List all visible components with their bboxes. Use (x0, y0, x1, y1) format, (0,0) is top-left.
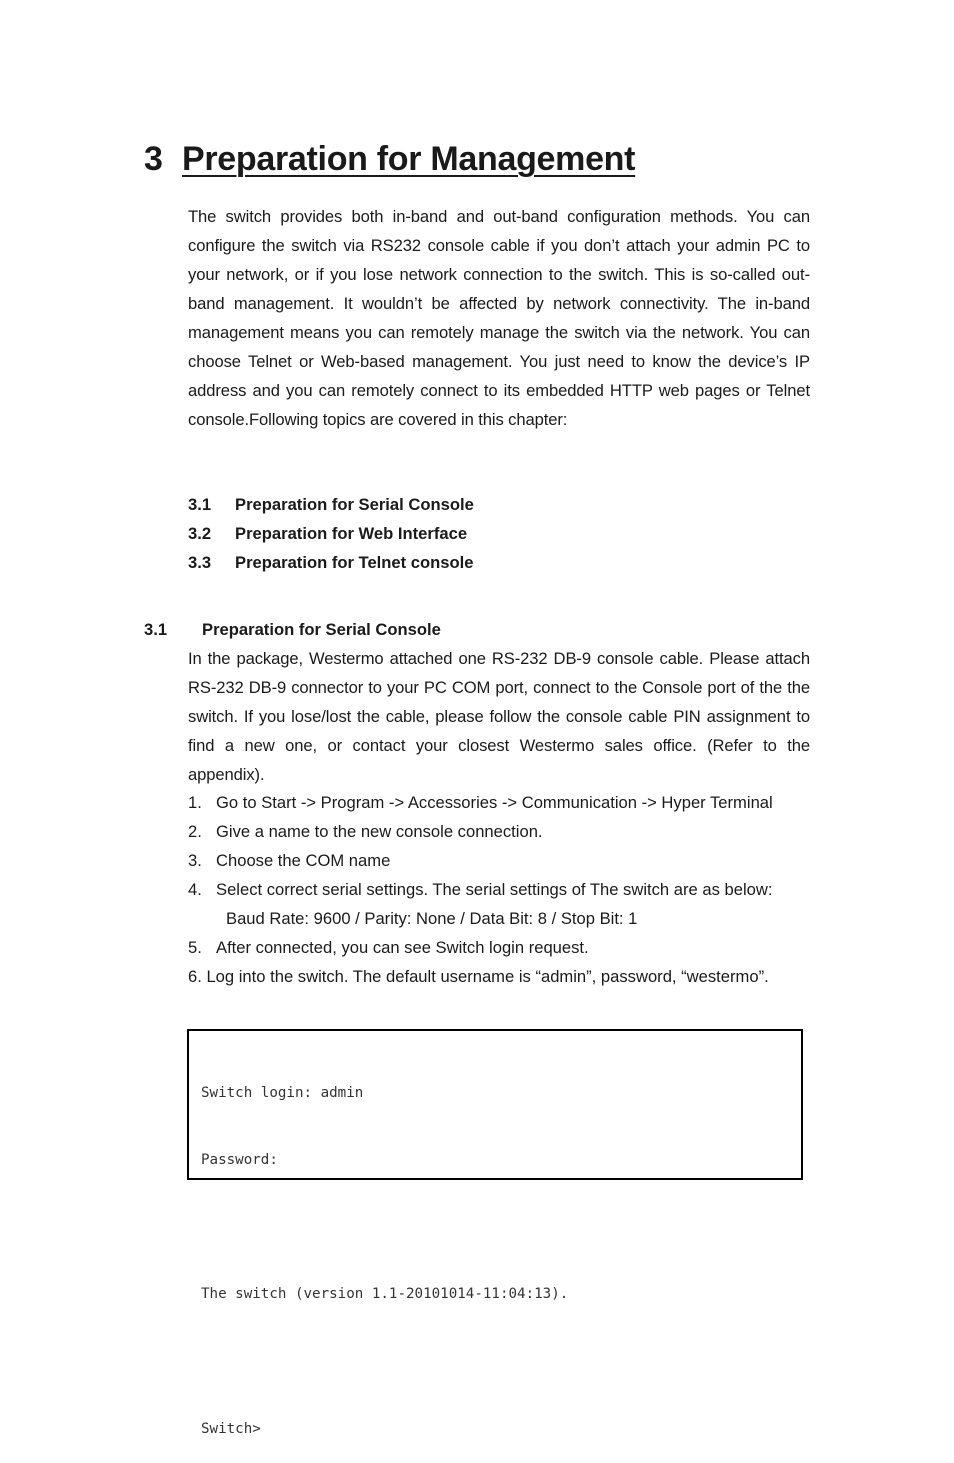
step-number: 4. (188, 880, 202, 899)
section-heading (144, 615, 441, 644)
topic-item (188, 490, 808, 519)
topic-number: 3.3 (188, 553, 212, 572)
step-item (188, 875, 810, 904)
step-item (188, 933, 810, 962)
step-text: Choose the COM name (216, 851, 391, 870)
step-list (188, 788, 810, 991)
section-title: Preparation for Serial Console (202, 620, 441, 639)
intro-paragraph: The switch provides both in-band and out-band configuration methods. You can configure the switch via RS232 console cable if you don’t attach your admin PC to your network, or if you lose network connection to the switch. This is so-called out-band management. It wouldn’t be affected by network connectivity. The in-band management means you can remotely manage the switch via the network. You can choose Telnet or Web-based management. You just need to know the device’s IP address and you can remotely connect to its embedded HTTP web pages or Telnet console.Following topics are covered in this chapter: (188, 207, 810, 429)
chapter-title: Preparation for Management (182, 140, 636, 178)
console-line: The switch (version 1.1-20101014-11:04:13). (201, 1286, 569, 1303)
console-line: Password: (201, 1152, 278, 1169)
topic-item (188, 548, 808, 577)
step-item (188, 817, 810, 846)
console-output-box (187, 1029, 803, 1437)
step-text: Go to Start -> Program -> Accessories -> Communication -> Hyper Terminal (216, 793, 773, 812)
step-number: 5. (188, 938, 202, 957)
topic-list (188, 490, 808, 577)
step-number: 3. (188, 851, 202, 870)
chapter-heading (144, 136, 635, 182)
serial-settings-detail: Baud Rate: 9600 / Parity: None / Data Bit: 8 / Stop Bit: 1 (226, 909, 638, 928)
chapter-number: 3 (144, 140, 163, 178)
section-number: 3.1 (144, 620, 168, 639)
step-number: 1. (188, 793, 202, 812)
console-line: Switch login: admin (201, 1084, 364, 1101)
console-line: Switch> (201, 1420, 261, 1437)
topic-title: Preparation for Web Interface (235, 524, 468, 543)
topic-number: 3.1 (188, 495, 212, 514)
step-number: 2. (188, 822, 202, 841)
step-text: Give a name to the new console connection. (216, 822, 543, 841)
topic-title: Preparation for Serial Console (235, 495, 474, 514)
section-paragraph: In the package, Westermo attached one RS-232 DB-9 console cable. Please attach RS-232 DB-9 connector to your PC COM port, connect to the Console port of the the switch. If you lose/lost the cable, please follow the console cable PIN assignment to find a new one, or contact your closest Westermo sales office. (Refer to the appendix). (188, 649, 810, 784)
step-item (188, 788, 810, 817)
topic-item (188, 519, 808, 548)
step-item (188, 846, 810, 875)
topic-title: Preparation for Telnet console (235, 553, 474, 572)
console-line (201, 1216, 789, 1238)
step-text: After connected, you can see Switch login request. (216, 938, 589, 957)
console-line (201, 1351, 789, 1373)
step-item-login: 6. Log into the switch. The default username is “admin”, password, “westermo”. (188, 967, 769, 986)
topic-number: 3.2 (188, 524, 212, 543)
step-text: Select correct serial settings. The serial settings of The switch are as below: (216, 880, 773, 899)
